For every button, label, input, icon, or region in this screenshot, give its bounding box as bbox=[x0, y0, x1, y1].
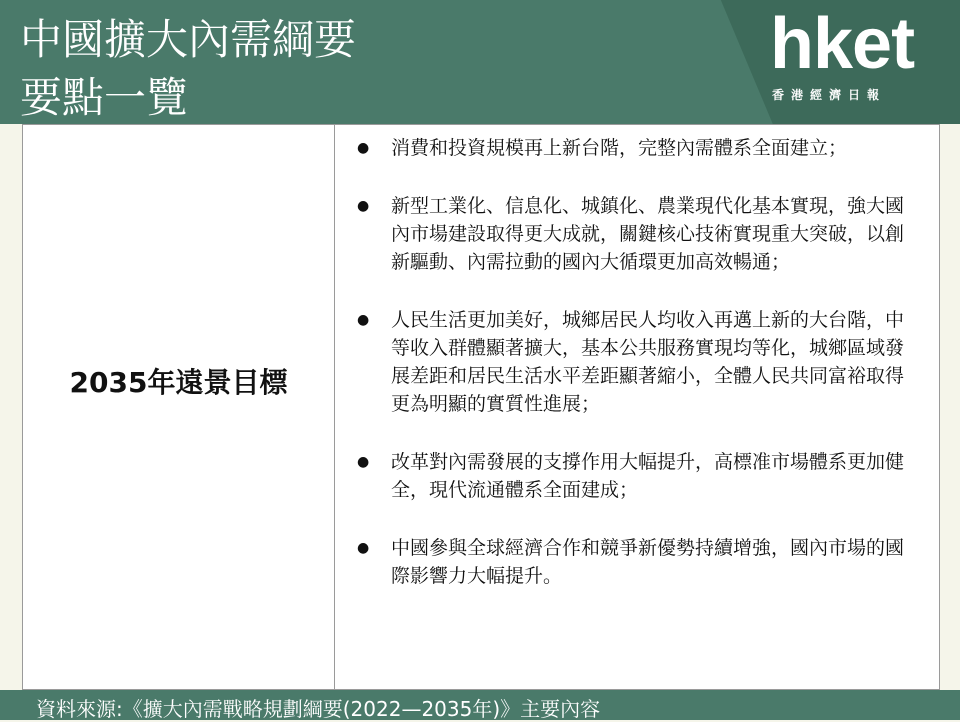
hket-logo-subtitle: 香港經濟日報 bbox=[772, 88, 887, 102]
page-title-line-2: 要點一覽 bbox=[20, 73, 189, 122]
category-heading: 2035年遠景目標 bbox=[69, 366, 288, 399]
bullet-icon: ● bbox=[357, 140, 370, 156]
hket-logo: hket bbox=[770, 4, 915, 84]
bullet-icon: ● bbox=[357, 198, 370, 214]
list-item bbox=[357, 192, 917, 276]
list-item-text: 消費和投資規模再上新台階，完整內需體系全面建立； bbox=[391, 137, 848, 159]
goals-table bbox=[22, 124, 940, 690]
bullet-icon: ● bbox=[357, 312, 370, 328]
bullet-icon: ● bbox=[357, 540, 370, 556]
column-divider bbox=[334, 125, 335, 689]
list-item bbox=[357, 448, 917, 504]
header-banner bbox=[0, 0, 960, 124]
list-item-text: 改革對內需發展的支撐作用大幅提升，高標准市場體系更加健全，現代流通體系全面建成； bbox=[391, 451, 905, 501]
bullet-icon: ● bbox=[357, 454, 370, 470]
source-note: 資料來源:《擴大內需戰略規劃綱要(2022—2035年)》主要內容 bbox=[36, 697, 601, 721]
list-item-text: 中國參與全球經濟合作和競爭新優勢持續增強，國內市場的國際影響力大幅提升。 bbox=[391, 537, 905, 587]
list-item bbox=[357, 134, 917, 162]
list-item-text: 新型工業化、信息化、城鎮化、農業現代化基本實現，強大國內市場建設取得更大成就，關鍵核心技術實現重大突破，以創新驅動、內需拉動的國內大循環更加高效暢通； bbox=[391, 195, 905, 273]
page-title-line-1: 中國擴大內需綱要 bbox=[20, 15, 357, 64]
list-item bbox=[357, 534, 917, 590]
goals-list bbox=[357, 134, 917, 620]
footer-bar bbox=[0, 690, 960, 720]
list-item bbox=[357, 306, 917, 418]
list-item-text: 人民生活更加美好，城鄉居民人均收入再邁上新的大台階，中等收入群體顯著擴大，基本公共服務實現均等化，城鄉區域發展差距和居民生活水平差距顯著縮小，全體人民共同富裕取得更為明顯的實質性進展； bbox=[391, 309, 905, 415]
